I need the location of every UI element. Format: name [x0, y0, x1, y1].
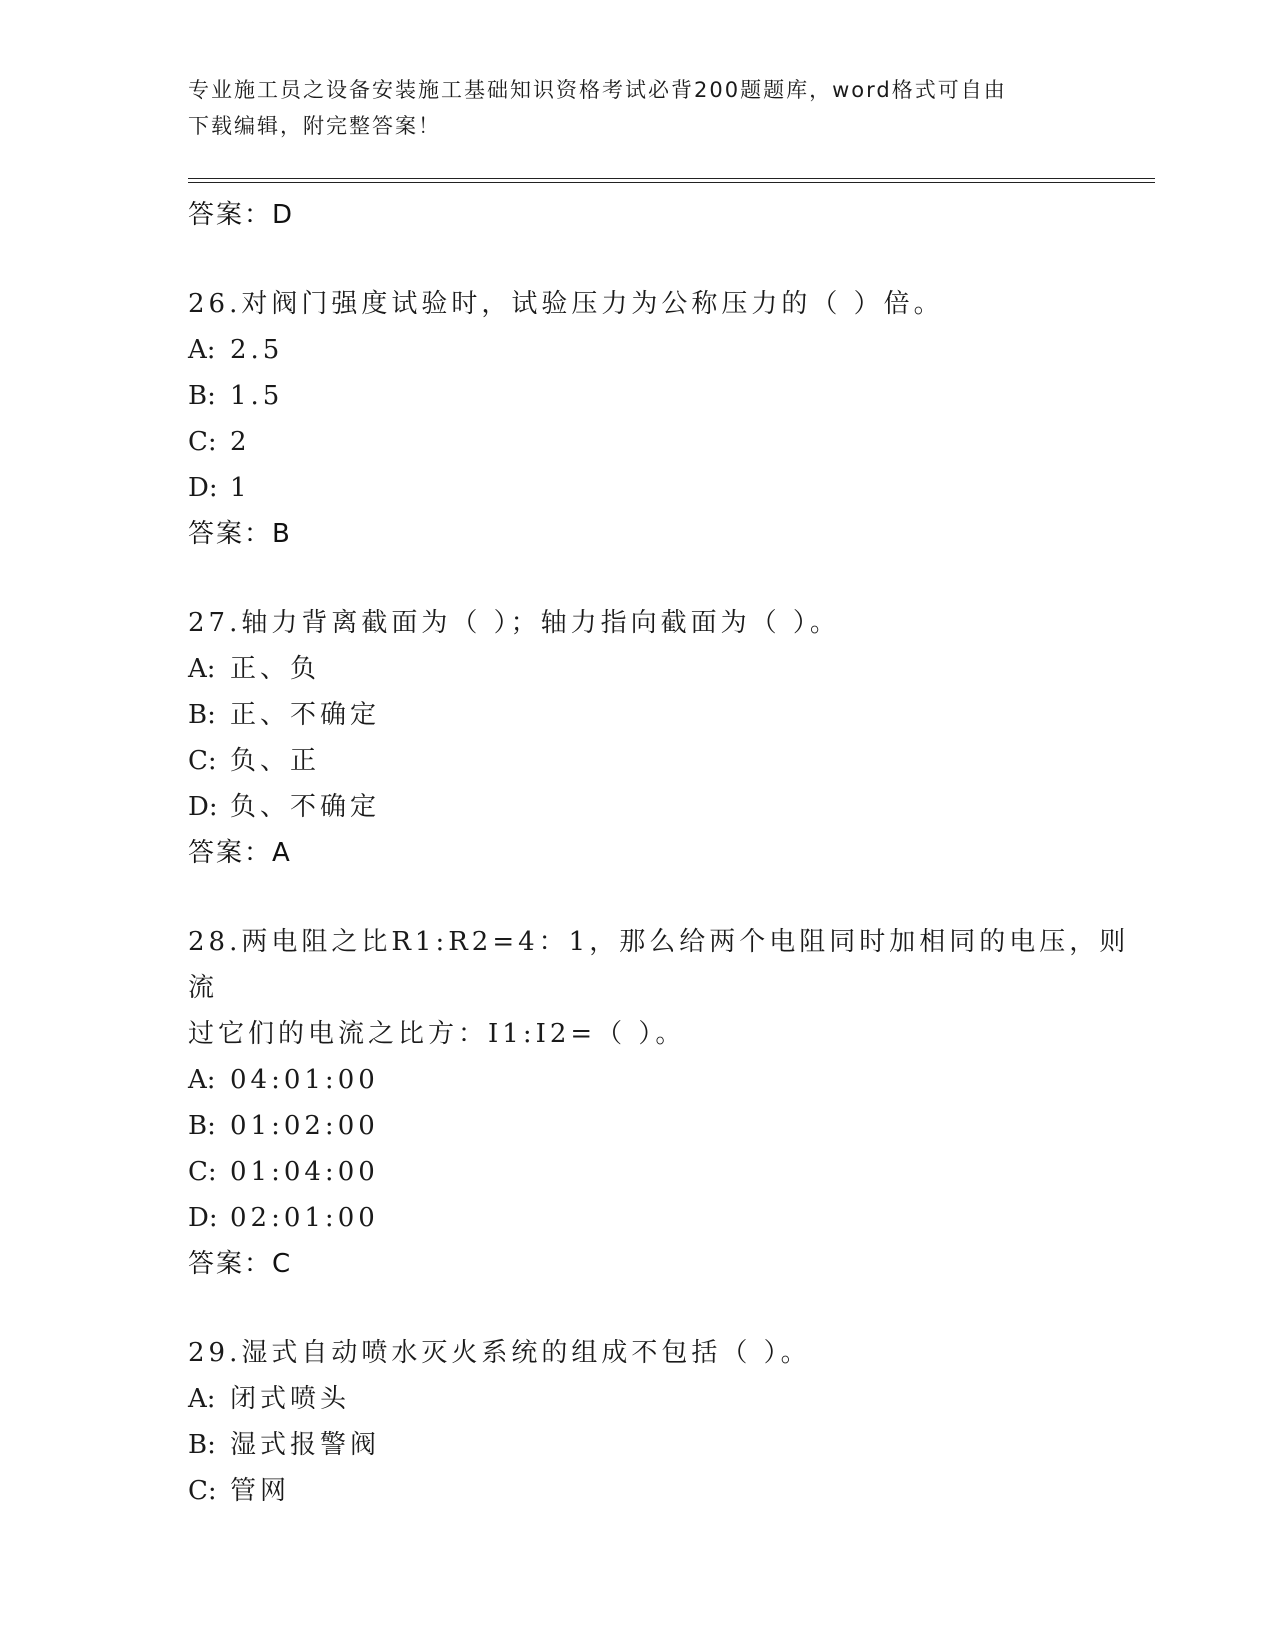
option-key: C: — [188, 746, 217, 776]
answer-26: 答案：B — [188, 519, 292, 549]
question-list — [188, 192, 1148, 1514]
option-d — [188, 465, 1148, 511]
option-c — [188, 419, 1148, 465]
option-key: B: — [188, 1111, 216, 1141]
option-d — [188, 784, 1148, 830]
question-29 — [188, 1330, 1148, 1514]
option-a — [188, 646, 1148, 692]
option-key: B: — [188, 700, 216, 730]
question-27 — [188, 600, 1148, 876]
option-text: 正、不确定 — [230, 700, 381, 730]
option-d — [188, 1195, 1148, 1241]
header-line-2: 下载编辑，附完整答案！ — [188, 114, 441, 138]
answer-28: 答案：C — [188, 1249, 293, 1279]
option-c — [188, 738, 1148, 784]
option-key: D: — [188, 473, 218, 503]
document-header — [188, 72, 1068, 144]
option-key: A: — [188, 654, 216, 684]
option-a — [188, 327, 1148, 373]
answer-27: 答案：A — [188, 838, 292, 868]
option-a — [188, 1057, 1148, 1103]
option-key: A: — [188, 1065, 216, 1095]
option-key: A: — [188, 335, 216, 365]
option-b — [188, 692, 1148, 738]
option-key: D: — [188, 1203, 218, 1233]
question-stem: 27.轴力背离截面为（ ）；轴力指向截面为（ ）。 — [188, 608, 840, 638]
option-key: B: — [188, 1430, 216, 1460]
option-a — [188, 1376, 1148, 1422]
option-text: 2 — [230, 427, 251, 457]
question-stem-line-1: 28.两电阻之比R1:R2=4：1，那么给两个电阻同时加相同的电压，则流 — [188, 927, 1130, 1003]
option-key: C: — [188, 1157, 217, 1187]
option-text: 正、负 — [230, 654, 321, 684]
option-b — [188, 1422, 1148, 1468]
option-key: C: — [188, 427, 217, 457]
question-stem: 29.湿式自动喷水灭火系统的组成不包括（ ）。 — [188, 1338, 811, 1368]
option-text: 01:02:00 — [230, 1111, 379, 1141]
header-divider-bottom — [188, 182, 1155, 183]
option-key: D: — [188, 792, 218, 822]
option-key: A: — [188, 1384, 216, 1414]
option-c — [188, 1149, 1148, 1195]
question-stem-line-2: 过它们的电流之比方：I1:I2=（ ）。 — [188, 1019, 686, 1049]
option-text: 闭式喷头 — [230, 1384, 351, 1414]
header-divider-top — [188, 178, 1155, 179]
question-28 — [188, 919, 1148, 1287]
option-text: 负、不确定 — [230, 792, 381, 822]
option-b — [188, 1103, 1148, 1149]
option-text: 04:01:00 — [230, 1065, 379, 1095]
option-text: 管网 — [230, 1476, 291, 1506]
option-key: C: — [188, 1476, 217, 1506]
option-text: 1.5 — [230, 381, 284, 411]
question-stem: 26.对阀门强度试验时，试验压力为公称压力的（ ）倍。 — [188, 289, 944, 319]
header-line-1: 专业施工员之设备安装施工基础知识资格考试必背200题题库，word格式可自由 — [188, 78, 1007, 102]
option-c — [188, 1468, 1148, 1514]
option-text: 02:01:00 — [230, 1203, 379, 1233]
answer-25: 答案：D — [188, 200, 295, 230]
option-b — [188, 373, 1148, 419]
question-26 — [188, 281, 1148, 557]
option-text: 01:04:00 — [230, 1157, 379, 1187]
option-key: B: — [188, 381, 216, 411]
option-text: 负、正 — [230, 746, 321, 776]
option-text: 湿式报警阀 — [230, 1430, 381, 1460]
option-text: 1 — [230, 473, 251, 503]
option-text: 2.5 — [230, 335, 284, 365]
